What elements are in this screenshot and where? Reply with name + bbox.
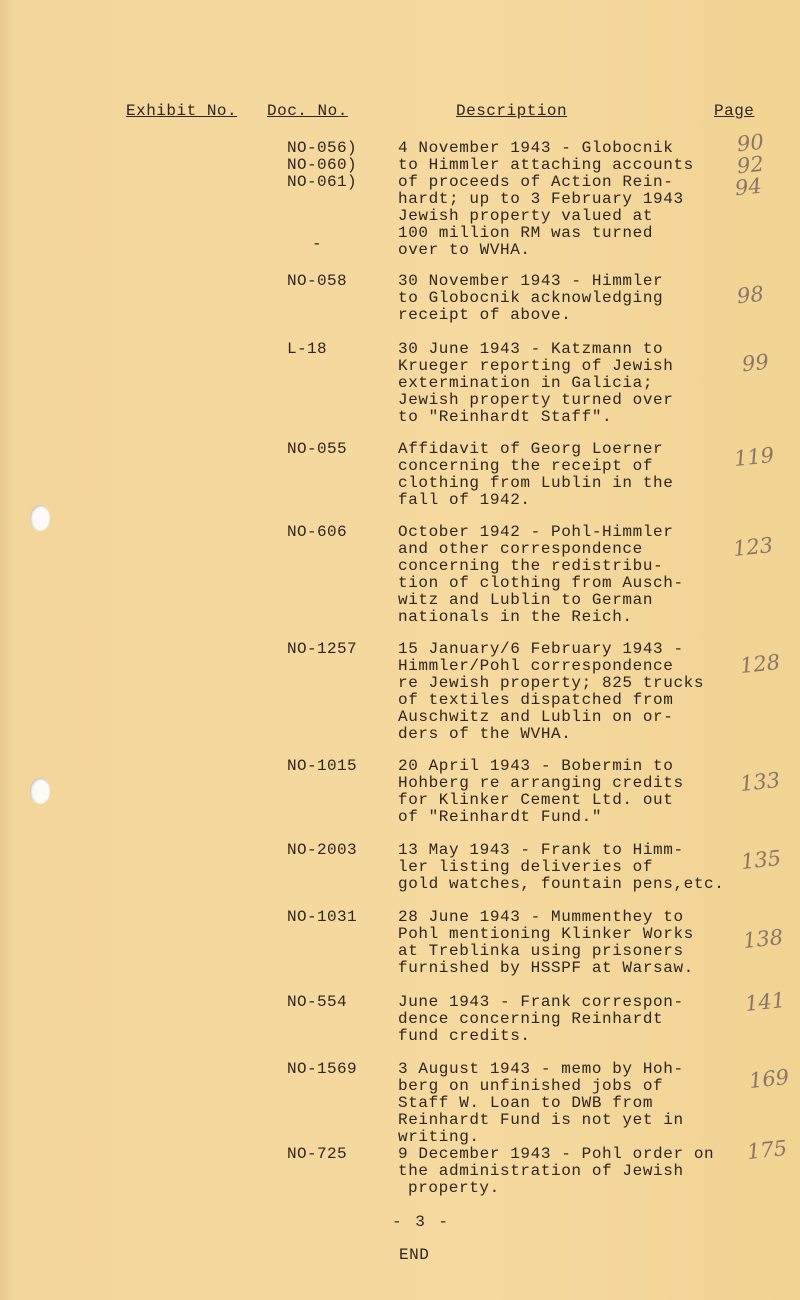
entry-description: 13 May 1943 - Frank to Himm- ler listing deliveries of gold watches, fountain pens,etc. <box>398 841 725 893</box>
page-annotation: 92 <box>735 151 765 179</box>
page-annotation: 141 <box>743 987 787 1017</box>
header-doc-no: Doc. No. <box>267 102 348 120</box>
page-annotation: 135 <box>739 845 783 875</box>
entry-description: 28 June 1943 - Mummenthey to Pohl mentioning Klinker Works at Treblinka using prisoners furnished by HSSPF at Warsaw. <box>398 908 694 977</box>
page-annotation: 94 <box>733 173 763 201</box>
doc-number: NO-055 <box>287 440 348 458</box>
page-annotation: 99 <box>740 349 770 377</box>
entry-description: 15 January/6 February 1943 - Himmler/Pohl correspondence re Jewish property; 825 trucks of textiles dispatched from Auschwitz and Lublin on or- ders of the WVHA. <box>398 640 705 743</box>
page-annotation: 138 <box>741 924 785 954</box>
doc-number-line: NO-060) <box>287 156 358 174</box>
header-description: Description <box>456 102 568 120</box>
entry-description: Affidavit of Georg Loerner concerning the receipt of clothing from Lublin in the fall of 1942. <box>398 440 674 509</box>
doc-number: NO-2003 <box>287 841 358 859</box>
entry-description: 3 August 1943 - memo by Hoh- berg on unfinished jobs of Staff W. Loan to DWB from Reinhardt Fund is not yet in writing. <box>398 1060 684 1146</box>
doc-number: NO-1015 <box>287 757 358 775</box>
header-exhibit-no: Exhibit No. <box>126 102 238 120</box>
page-annotation: 133 <box>738 767 782 797</box>
page-annotation: 123 <box>731 532 775 562</box>
doc-number-line: NO-056) <box>287 139 358 157</box>
entry-description: 9 December 1943 - Pohl order on the administration of Jewish property. <box>398 1145 715 1197</box>
entry-description: 20 April 1943 - Bobermin to Hohberg re arranging credits for Klinker Cement Ltd. out of "Reinhardt Fund." <box>398 757 684 826</box>
doc-number-line: NO-061) <box>287 173 358 191</box>
doc-number: NO-058 <box>287 272 348 290</box>
doc-number: NO-554 <box>287 993 348 1011</box>
page-annotation: 169 <box>747 1064 791 1094</box>
punch-hole <box>30 505 50 531</box>
entry-description: 30 November 1943 - Himmler to Globocnik acknowledging receipt of above. <box>398 272 664 324</box>
page-annotation: 128 <box>738 649 782 679</box>
page-number: - 3 - <box>392 1213 451 1231</box>
entry-description: October 1942 - Pohl-Himmler and other correspondence concerning the redistribu- tion of clothing from Ausch- witz and Lublin to German nationals in the Reich. <box>398 523 684 626</box>
page-annotation: 119 <box>732 442 776 472</box>
entry-description: 30 June 1943 - Katzmann to Krueger reporting of Jewish extermination in Galicia; Jewish property turned over to "Reinhardt Staff". <box>398 340 674 426</box>
doc-number: NO-725 <box>287 1145 348 1163</box>
page-annotation: 98 <box>735 281 765 309</box>
page-annotation: 175 <box>745 1135 789 1165</box>
punch-hole <box>30 778 50 804</box>
doc-number: NO-1569 <box>287 1060 358 1078</box>
header-page: Page <box>714 102 755 120</box>
entry-description: June 1943 - Frank correspon- dence concerning Reinhardt fund credits. <box>398 993 684 1045</box>
doc-number: NO-1031 <box>287 908 358 926</box>
doc-number: L-18 <box>287 340 328 358</box>
dash-mark: - <box>312 235 323 253</box>
entry-description: 4 November 1943 - Globocnik to Himmler attaching accounts of proceeds of Action Rein- hardt; up to 3 February 1943 Jewish property valued at 100 million RM was turned over to WVHA. <box>398 139 694 259</box>
doc-number: NO-606 <box>287 523 348 541</box>
end-marker: END <box>399 1246 430 1264</box>
doc-number <box>287 140 357 191</box>
page-annotation: 90 <box>735 129 765 157</box>
doc-number: NO-1257 <box>287 640 358 658</box>
